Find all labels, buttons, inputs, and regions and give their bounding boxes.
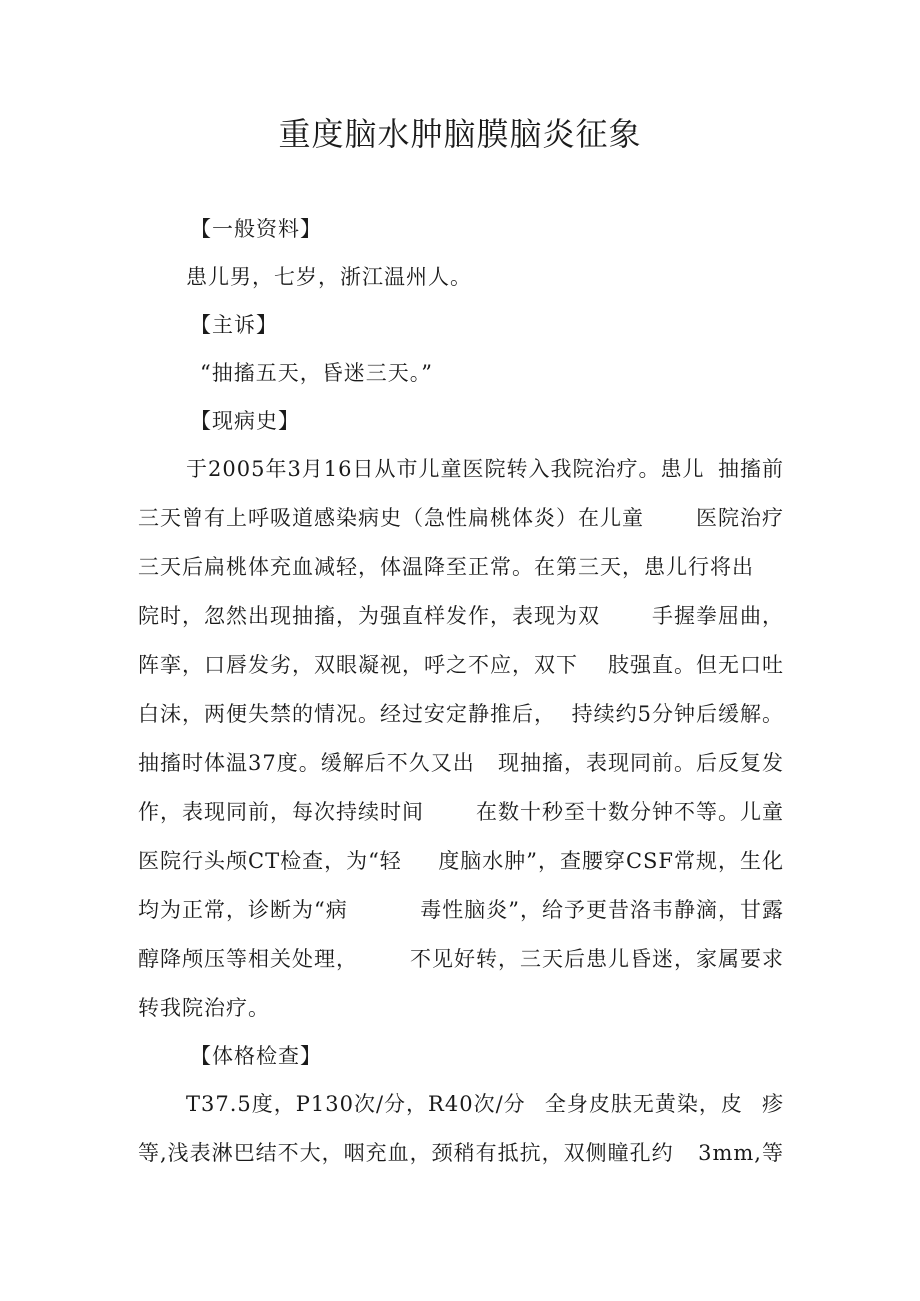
- history-line-9-b: 度脑水肿”，查腰穿CSF常规，生化: [438, 849, 784, 873]
- exam-line-1-b: 全身皮肤无黄染，皮: [544, 1092, 743, 1116]
- history-line-10-b: 毒性脑炎”，给予更昔洛韦静滴，甘露: [420, 898, 784, 922]
- exam-line-2: [138, 1138, 784, 1168]
- general-heading: 【一般资料】: [190, 217, 322, 241]
- exam-line-1-a: T37.5度，P130次/分，R40次/分: [186, 1092, 526, 1116]
- history-line-10: [138, 895, 784, 925]
- history-line-10-a: 均为正常，诊断为“病: [138, 898, 348, 922]
- exam-line-2-a: 等,浅表淋巴结不大，咽充血，颈稍有抵抗，双侧瞳孔约: [138, 1141, 674, 1165]
- history-line-8-b: 在数十秒至十数分钟不等。儿童: [476, 800, 784, 824]
- history-line-11-a: 醇降颅压等相关处理，: [138, 947, 358, 971]
- history-line-3: [138, 552, 784, 582]
- history-line-7-b: 现抽搐，表现同前。后反复发: [498, 751, 784, 775]
- history-line-5: [138, 650, 784, 680]
- history-line-6-a: 白沫，两便失禁的情况。经过安定静推后，: [138, 702, 556, 726]
- exam-line-1: [186, 1089, 784, 1119]
- history-line-4: [138, 601, 784, 631]
- history-line-1-a: 于2005年3月16日从市儿童医院转入我院治疗。患儿: [186, 457, 705, 481]
- history-line-2-b: 医院治疗: [696, 506, 784, 530]
- history-line-4-b: 手握拳屈曲，: [652, 604, 784, 628]
- history-line-6-b: 持续约5分钟后缓解。: [571, 702, 784, 726]
- history-line-5-b: 肢强直。但无口吐: [608, 653, 784, 677]
- history-line-7-a: 抽搐时体温37度。缓解后不久又出: [138, 751, 475, 775]
- exam-line-2-b: 3mm,等: [698, 1141, 784, 1165]
- history-line-11: [138, 944, 784, 974]
- history-line-6: [138, 699, 784, 729]
- exam-line-1-c: 疹: [761, 1092, 784, 1116]
- history-line-4-a: 院时，忽然出现抽搐，为强直样发作，表现为双: [138, 604, 600, 628]
- history-line-9-a: 医院行头颅CT检查，为“轻: [138, 849, 402, 873]
- complaint-text: “抽搐五天，昏迷三天。”: [200, 361, 433, 385]
- history-line-1-b: 抽搐前: [718, 457, 784, 481]
- history-line-7: [138, 748, 784, 778]
- history-line-2: [138, 503, 784, 533]
- page-title: 重度脑水肿脑膜脑炎征象: [278, 115, 642, 153]
- history-line-8: [138, 797, 784, 827]
- general-text: 患儿男，七岁，浙江温州人。: [186, 265, 472, 289]
- history-heading: 【现病史】: [190, 409, 300, 433]
- exam-heading: 【体格检查】: [190, 1044, 322, 1068]
- history-line-1: [186, 454, 784, 484]
- history-line-11-b: 不见好转，三天后患儿昏迷，家属要求: [410, 947, 784, 971]
- history-line-12: 转我院治疗。: [138, 996, 270, 1020]
- history-line-3-a: 三天后扁桃体充血减轻，体温降至正常。在第三天，患儿行将出: [138, 555, 754, 579]
- history-line-5-a: 阵挛，口唇发劣，双眼凝视，呼之不应，双下: [138, 653, 578, 677]
- history-line-2-a: 三天曾有上呼吸道感染病史（急性扁桃体炎）在儿童: [138, 506, 644, 530]
- history-line-9: [138, 846, 784, 876]
- history-line-8-a: 作，表现同前，每次持续时间: [138, 800, 424, 824]
- complaint-heading: 【主诉】: [190, 313, 278, 337]
